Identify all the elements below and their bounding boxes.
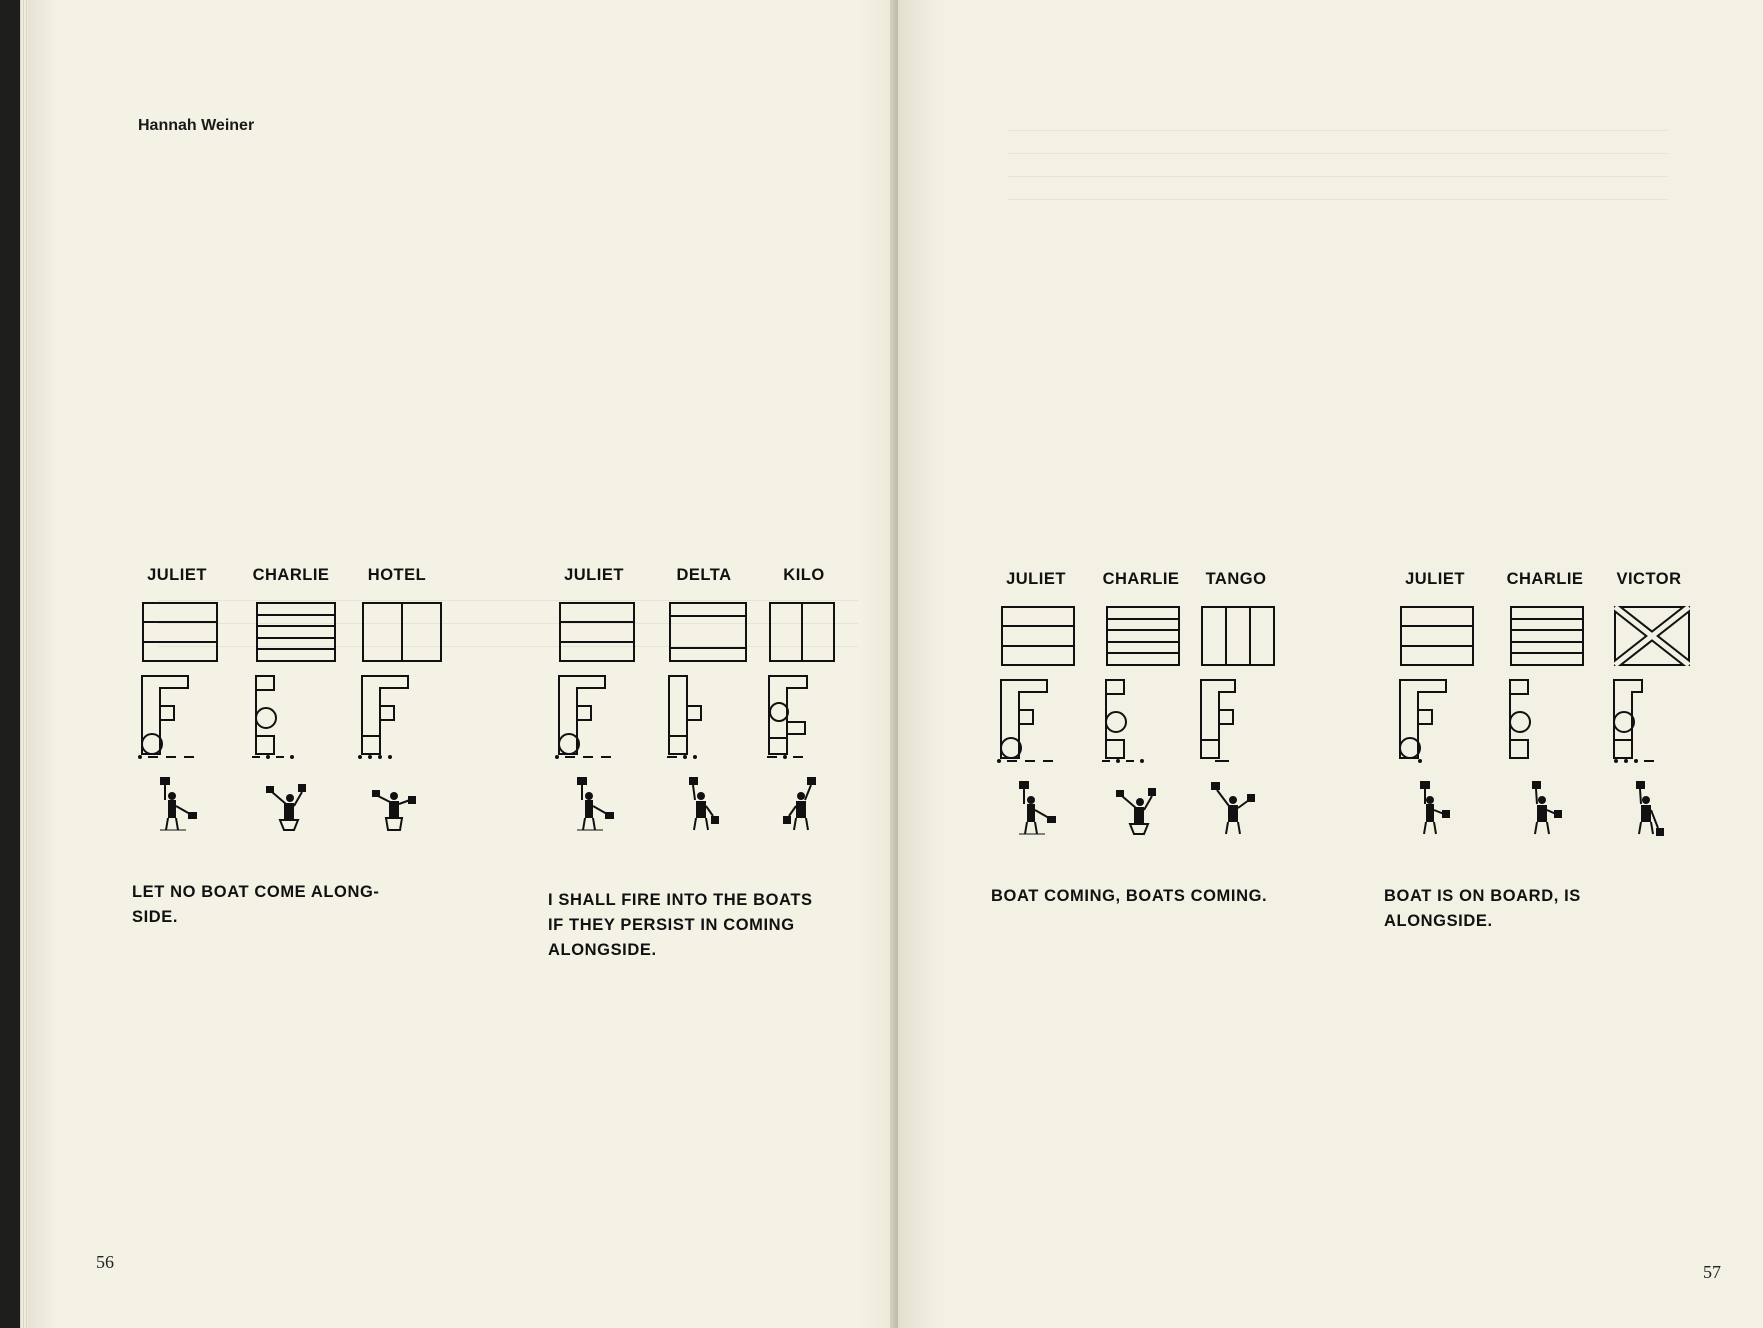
hotel-flag-icon [362,602,442,662]
morse-code-icon [1394,756,1474,766]
charlie-flag-icon [256,602,336,662]
morse-code-icon [356,752,436,762]
bleed-through-texture [1008,130,1668,222]
semaphore-signaller-icon [1408,780,1458,836]
morse-code-icon [136,752,216,762]
author-name: Hannah Weiner [138,117,255,134]
pennant-stack-icon [999,678,1059,760]
caption-line: BOAT IS ON BOARD, IS [1384,887,1581,905]
caption-line: I SHALL FIRE INTO THE BOATS [548,891,813,909]
delta-flag-icon [669,602,747,662]
code-word: CHARLIE [1102,570,1180,588]
signal-caption-1 [132,880,380,930]
morse-code-icon [663,752,743,762]
caption-line: BOAT COMING, BOATS COMING. [991,887,1268,905]
semaphore-signaller-icon [264,776,314,832]
morse-code-icon [1504,756,1584,766]
morse-code-icon [1608,756,1688,766]
semaphore-signaller-icon [370,776,420,832]
semaphore-signaller-icon [567,776,617,832]
pennant-stack-icon [1612,678,1672,760]
caption-line: LET NO BOAT COME ALONG- [132,883,380,901]
charlie-flag-icon [1510,606,1584,666]
page-number: 56 [96,1252,114,1272]
morse-code-icon [1195,756,1275,766]
morse-code-icon [995,756,1075,766]
morse-code-icon [250,752,330,762]
pennant-stack-icon [1199,678,1259,760]
juliet-flag-icon [1001,606,1075,666]
morse-code-icon [1100,756,1180,766]
caption-line: SIDE. [132,908,179,926]
morse-code-icon [553,752,633,762]
semaphore-signaller-icon [1209,780,1259,836]
pennant-stack-icon [140,674,200,756]
code-word: JULIET [564,566,624,584]
juliet-flag-icon [142,602,218,662]
code-word: HOTEL [367,566,427,584]
semaphore-signaller-icon [1622,780,1672,836]
semaphore-signaller-icon [1518,780,1568,836]
pennant-stack-icon [767,674,827,756]
charlie-flag-icon [1106,606,1180,666]
right-page [898,0,1763,1328]
signal-caption-2 [548,888,813,963]
code-word: VICTOR [1616,570,1682,588]
kilo-flag-icon [769,602,835,662]
signal-caption-3 [991,884,1267,909]
code-word: DELTA [676,566,732,584]
semaphore-signaller-icon [1114,780,1164,836]
tango-flag-icon [1201,606,1275,666]
left-page [28,0,898,1328]
juliet-flag-icon [1400,606,1474,666]
code-word: KILO [783,566,825,584]
morse-code-icon [763,752,843,762]
caption-line: IF THEY PERSIST IN COMING [548,916,795,934]
pennant-stack-icon [254,674,294,756]
semaphore-signaller-icon [777,776,827,832]
juliet-flag-icon [559,602,635,662]
semaphore-signaller-icon [1009,780,1059,836]
pennant-stack-icon [1398,678,1458,760]
victor-flag-icon [1614,606,1690,666]
signal-caption-4 [1384,884,1581,934]
pennant-stack-icon [667,674,727,756]
code-word: JULIET [1405,570,1465,588]
code-word: JULIET [1006,570,1066,588]
page-number: 57 [1703,1262,1721,1282]
caption-line: ALONGSIDE. [548,941,657,959]
caption-line: ALONGSIDE. [1384,912,1493,930]
semaphore-signaller-icon [677,776,727,832]
code-word: CHARLIE [252,566,330,584]
code-word: JULIET [147,566,207,584]
code-word: TANGO [1205,570,1267,588]
semaphore-signaller-icon [150,776,200,832]
pennant-stack-icon [360,674,420,756]
pennant-stack-icon [1508,678,1548,760]
pennant-stack-icon [1104,678,1144,760]
pennant-stack-icon [557,674,617,756]
code-word: CHARLIE [1506,570,1584,588]
